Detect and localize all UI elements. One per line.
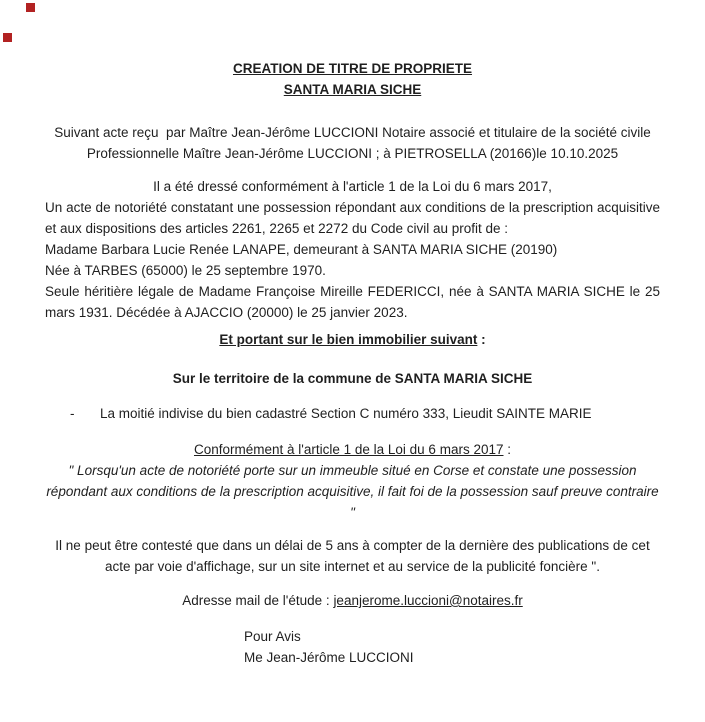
beneficiary-line1: Madame Barbara Lucie Renée LANAPE, demeurant à SANTA MARIA SICHE (20190) xyxy=(45,242,558,257)
email-label: Adresse mail de l'étude : xyxy=(182,593,334,608)
page-title-text1: CREATION DE TITRE DE PROPRIETE xyxy=(232,61,473,76)
law-heading-colon: : xyxy=(503,442,511,457)
signature-line2: Me Jean-Jérôme LUCCIONI xyxy=(244,650,414,665)
property-heading xyxy=(45,329,660,350)
intro-paragraph: Suivant acte reçu par Maître Jean-Jérôme LUCCIONI Notaire associé et titulaire de la société civile Professionnelle Maître Jean-Jérôme LUCCIONI ; à PIETROSELLA (20166)le 10.10.2025 xyxy=(54,125,655,161)
notoriety-paragraph: Un acte de notoriété constatant une possession répondant aux conditions de la prescription acquisitive et aux dispositions des articles 2261, 2265 et 2272 du Code civil au profit de : xyxy=(45,200,664,236)
drafted-line: Il a été dressé conformément à l'article 1 de la Loi du 6 mars 2017, xyxy=(153,179,552,194)
cadastre-list-item xyxy=(45,403,660,424)
heir-paragraph: Seule héritière légale de Madame Françoise Mireille FEDERICCI, née à SANTA MARIA SICHE le 25 mars 1931. Décédée à AJACCIO (20000) le 25 janvier 2023. xyxy=(45,284,664,320)
red-marker-top-icon xyxy=(26,3,35,12)
red-marker-left-icon xyxy=(3,33,12,42)
territory-heading: Sur le territoire de la commune de SANTA MARIA SICHE xyxy=(172,371,533,386)
email-line xyxy=(45,590,660,611)
page-title-text2: SANTA MARIA SICHE xyxy=(283,82,422,97)
email-link[interactable]: jeanjerome.luccioni@notaires.fr xyxy=(333,593,523,608)
signature-block xyxy=(244,626,660,668)
cadastre-item-text: La moitié indivise du bien cadastré Section C numéro 333, Lieudit SAINTE MARIE xyxy=(100,406,592,421)
contest-paragraph: Il ne peut être contesté que dans un délai de 5 ans à compter de la dernière des publications de cet acte par voie d'affichage, sur un site internet et au service de la publicité foncière ". xyxy=(55,538,654,574)
signature-line1: Pour Avis xyxy=(244,629,301,644)
law-heading-text: Conformément à l'article 1 de la Loi du 6 mars 2017 xyxy=(193,442,504,457)
page-title-line1 xyxy=(45,58,660,79)
law-heading xyxy=(45,439,660,460)
property-heading-colon: : xyxy=(477,332,486,347)
law-quote-closing-mark: " xyxy=(350,505,355,520)
bullet-dash-icon: - xyxy=(70,406,75,421)
property-heading-text: Et portant sur le bien immobilier suivant xyxy=(219,332,478,347)
law-quote-paragraph: " Lorsqu'un acte de notoriété porte sur un immeuble situé en Corse et constate une possession répondant aux conditions de la prescription acquisitive, il fait foi de la possession sauf preuve contraire xyxy=(46,463,659,499)
title-block xyxy=(45,58,660,100)
act-details-block xyxy=(45,197,664,323)
beneficiary-line2: Née à TARBES (65000) le 25 septembre 1970. xyxy=(45,263,326,278)
page-title-line2 xyxy=(45,79,660,100)
